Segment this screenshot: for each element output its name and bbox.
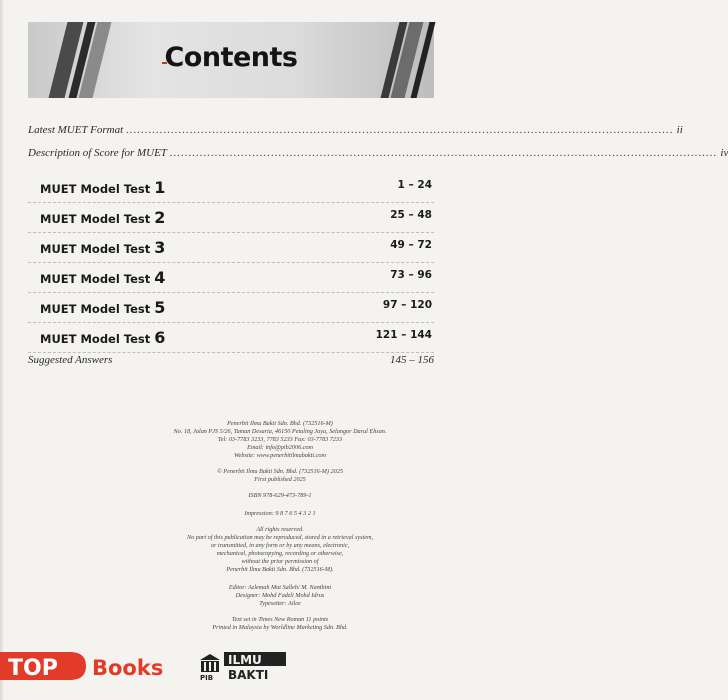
imprint-credits-block bbox=[120, 584, 440, 608]
imprint-isbn: ISBN 978-629-473-789-1 bbox=[248, 492, 312, 499]
imprint-notice: without the prior permission of bbox=[241, 558, 319, 565]
imprint-notice: or transmitted, in any form or by any means, electronic, bbox=[210, 542, 350, 549]
imprint-copyright: © Penerbit Ilmu Bakti Sdn. Bhd. (732516-M) 2025 bbox=[217, 468, 343, 475]
imprint-phone: Tel: 03-7783 3233, 7783 5233 Fax: 03-7783 7233 bbox=[217, 436, 343, 443]
toc-entry-page: 145 – 156 bbox=[390, 354, 434, 366]
toc-entry-description-score[interactable] bbox=[28, 147, 728, 159]
model-test-label: MUET Model Test 6 bbox=[40, 328, 166, 347]
model-test-label: MUET Model Test 2 bbox=[40, 208, 166, 227]
imprint-editor: Editor: Azlemah Mat Salleh/ M. Nanthini bbox=[228, 584, 332, 591]
toc-model-test-5[interactable] bbox=[28, 292, 434, 323]
topbooks-top-text: TOP bbox=[8, 656, 58, 681]
imprint-designer: Designer: Mohd Fadzli Mohd Idrus bbox=[235, 592, 325, 599]
imprint-website: Website: www.penerbitilmubakti.com bbox=[234, 452, 326, 459]
topbooks-books-text: Books bbox=[92, 656, 164, 680]
imprint-typeface: Text set in Times New Roman 11 points bbox=[231, 616, 329, 623]
toc-entry-label: Latest MUET Format bbox=[28, 124, 124, 136]
model-test-label: MUET Model Test 3 bbox=[40, 238, 166, 257]
pib-bakti-text: BAKTI bbox=[228, 668, 269, 682]
model-test-pages: 25 – 48 bbox=[390, 209, 432, 221]
pib-ilmu-text: ILMU bbox=[228, 653, 262, 667]
imprint-notice: Penerbit Ilmu Bakti Sdn. Bhd. (732516-M). bbox=[226, 566, 334, 573]
model-test-pages: 97 – 120 bbox=[382, 299, 432, 311]
toc-entry-suggested-answers[interactable] bbox=[28, 354, 434, 366]
toc-model-test-1[interactable] bbox=[28, 172, 434, 203]
toc-entry-label: Suggested Answers bbox=[28, 354, 113, 366]
toc-model-test-2[interactable] bbox=[28, 202, 434, 233]
page-edge bbox=[0, 0, 4, 700]
dot-leader: .................................................................................................................................................. bbox=[169, 147, 718, 159]
imprint-print-block bbox=[120, 616, 440, 632]
toc-model-test-3[interactable] bbox=[28, 232, 434, 263]
imprint-publisher: Penerbit Ilmu Bakti Sdn. Bhd. (732516-M) bbox=[227, 420, 333, 427]
toc-model-test-4[interactable] bbox=[28, 262, 434, 293]
toc-entry-label: Description of Score for MUET bbox=[28, 147, 167, 159]
dot-leader: .................................................................................................................................................. bbox=[126, 124, 674, 136]
toc-entry-page: iv bbox=[720, 147, 728, 159]
model-test-label: MUET Model Test 1 bbox=[40, 178, 166, 197]
model-test-pages: 73 – 96 bbox=[390, 269, 432, 281]
imprint-email: Email: info@pib2006.com bbox=[247, 444, 313, 451]
imprint-printed: Printed in Malaysia by Worldline Marketing Sdn. Bhd. bbox=[212, 624, 348, 631]
imprint-impression: Impression: 9 8 7 6 5 4 3 2 1 bbox=[244, 510, 316, 517]
contents-banner bbox=[28, 22, 434, 98]
toc-entry-page: ii bbox=[676, 124, 683, 136]
model-test-pages: 121 – 144 bbox=[375, 329, 432, 341]
toc-model-test-6[interactable] bbox=[28, 322, 434, 353]
imprint-typesetter: Typesetter: Ailee bbox=[259, 600, 301, 607]
imprint-notice: mechanical, photocopying, recording or otherwise, bbox=[216, 550, 344, 557]
imprint-copyright-block bbox=[120, 468, 440, 484]
model-test-pages: 49 – 72 bbox=[390, 239, 432, 251]
imprint-publisher-block bbox=[120, 420, 440, 460]
page-title: Contents bbox=[164, 42, 298, 73]
imprint-address: No. 18, Jalan PJS 5/26, Taman Desaria, 46150 Petaling Jaya, Selangor Darul Ehsan. bbox=[173, 428, 387, 435]
imprint-rights-block bbox=[120, 526, 440, 574]
toc-entry-latest-format[interactable] bbox=[28, 124, 683, 136]
pib-ilmu-bakti-logo bbox=[198, 650, 288, 682]
model-test-label: MUET Model Test 4 bbox=[40, 268, 166, 287]
model-test-label: MUET Model Test 5 bbox=[40, 298, 166, 317]
topbooks-logo bbox=[0, 648, 180, 684]
imprint-rights: All rights reserved. bbox=[256, 526, 304, 533]
model-test-pages: 1 – 24 bbox=[397, 179, 432, 191]
pib-mark-text: PIB bbox=[200, 674, 214, 682]
imprint-first-published: First published 2025 bbox=[254, 476, 306, 483]
imprint-notice: No part of this publication may be reproduced, stored in a retrieval system, bbox=[186, 534, 374, 541]
